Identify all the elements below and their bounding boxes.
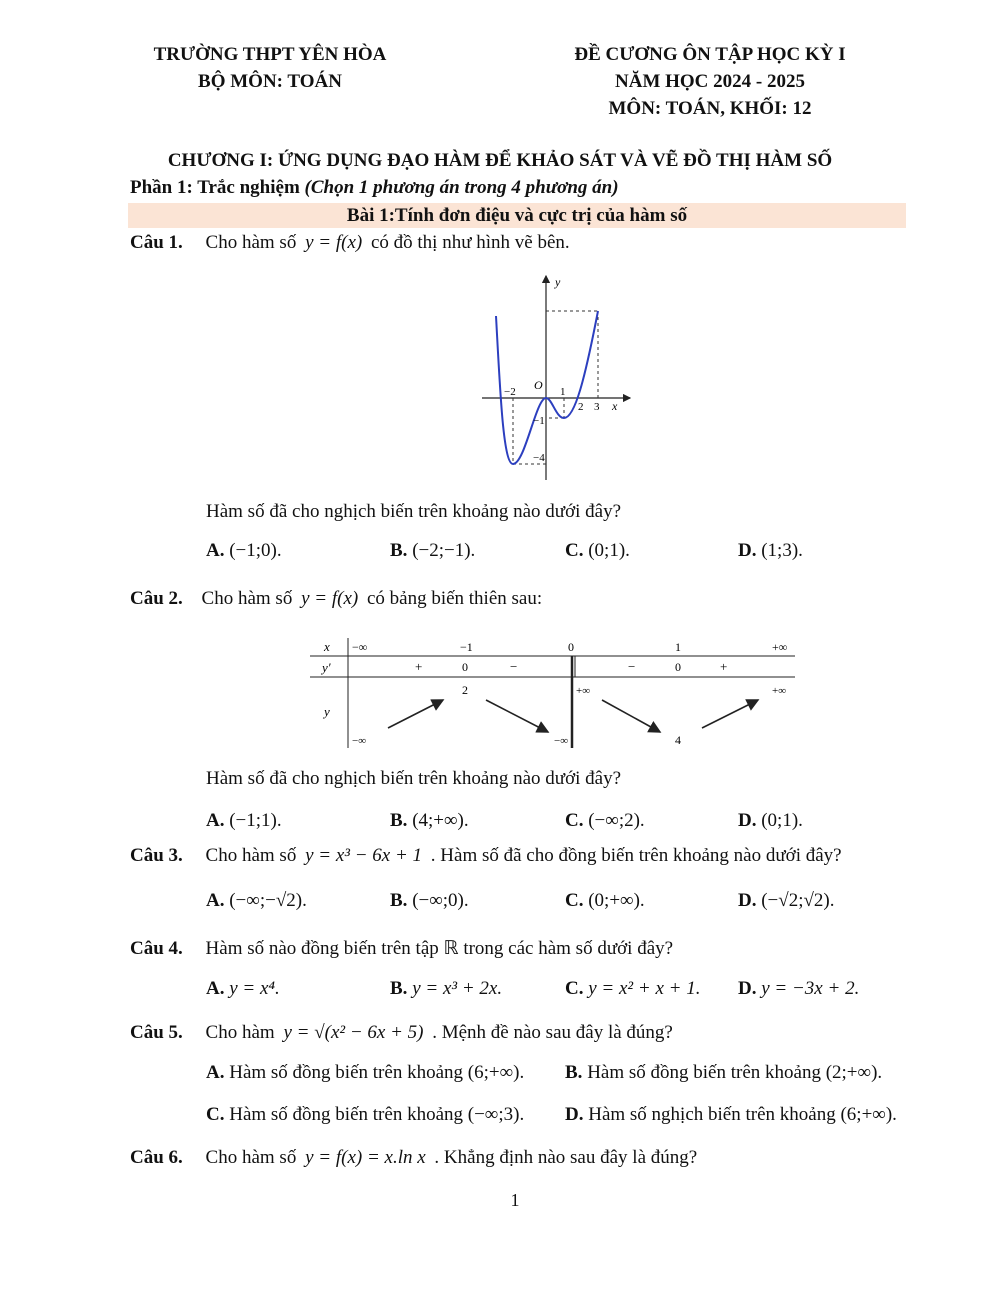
- option-text: (1;3).: [761, 540, 803, 561]
- option-text: (−2;−1).: [412, 540, 476, 561]
- question-2: [130, 588, 542, 610]
- question-label: Câu 2.: [130, 588, 183, 609]
- option-b[interactable]: [390, 810, 469, 832]
- lesson-banner: Bài 1:Tính đơn điệu và cực trị của hàm số: [128, 203, 906, 228]
- option-text: (−√2;√2).: [761, 890, 835, 911]
- option-letter: A.: [206, 890, 225, 911]
- subject: MÔN: TOÁN, KHỐI: 12: [608, 98, 812, 119]
- option-b[interactable]: [390, 540, 475, 562]
- formula: y = f(x): [305, 232, 363, 253]
- option-text: (0;+∞).: [588, 890, 645, 911]
- tick-label: −2: [504, 386, 516, 398]
- option-text: (−∞;−√2).: [229, 890, 307, 911]
- question-3: [130, 845, 842, 867]
- variation-table: [310, 636, 800, 752]
- option-letter: C.: [565, 540, 584, 561]
- option-letter: C.: [565, 978, 584, 999]
- y-row-label: y: [324, 704, 330, 719]
- option-text: (−∞;2).: [588, 810, 645, 831]
- option-d[interactable]: [738, 978, 859, 1000]
- formula: y = f(x): [301, 588, 359, 609]
- part-heading: [130, 177, 619, 199]
- option-text: (−∞;0).: [412, 890, 469, 911]
- option-letter: D.: [565, 1104, 584, 1125]
- tick-label: −4: [533, 452, 545, 464]
- tick-label: 2: [578, 401, 584, 413]
- question-1: [130, 232, 570, 254]
- chapter-title: CHƯƠNG I: ỨNG DỤNG ĐẠO HÀM ĐỂ KHẢO SÁT VÀ VẼ ĐỒ THỊ HÀM SỐ: [167, 150, 833, 171]
- option-b[interactable]: [565, 1062, 882, 1084]
- option-c[interactable]: [565, 810, 645, 832]
- option-d[interactable]: [738, 810, 803, 832]
- question-label: Câu 6.: [130, 1147, 183, 1168]
- option-text: Hàm số đồng biến trên khoảng (−∞;3).: [229, 1104, 525, 1125]
- formula: y = f(x) = x.ln x: [305, 1147, 426, 1168]
- tick-label: 1: [560, 386, 566, 398]
- question-2-prompt: Hàm số đã cho nghịch biến trên khoảng nào dưới đây?: [206, 768, 622, 789]
- y-value: −∞: [352, 735, 367, 747]
- sign: 0: [675, 660, 681, 674]
- option-text: (0;1).: [588, 540, 630, 561]
- y-value: −∞: [554, 735, 569, 747]
- question-text: Cho hàm: [205, 1022, 275, 1043]
- option-d[interactable]: [738, 540, 803, 562]
- question-text: Hàm số nào đồng biến trên tập ℝ trong các hàm số dưới đây?: [205, 938, 674, 959]
- option-text: Hàm số đồng biến trên khoảng (2;+∞).: [587, 1062, 883, 1083]
- option-letter: D.: [738, 810, 757, 831]
- part-label: Phần 1: Trắc nghiệm: [130, 177, 300, 198]
- derivative-row-label: y′: [322, 660, 331, 675]
- school-name: TRƯỜNG THPT YÊN HÒA: [153, 44, 387, 65]
- page-number: 1: [510, 1190, 520, 1210]
- option-c[interactable]: [565, 890, 645, 912]
- option-text: (0;1).: [761, 810, 803, 831]
- x-axis-label: x: [612, 399, 618, 413]
- option-a[interactable]: [206, 810, 282, 832]
- option-text: (4;+∞).: [412, 810, 469, 831]
- question-label: Câu 5.: [130, 1022, 183, 1043]
- x-row-label: x: [324, 639, 330, 654]
- option-letter: A.: [206, 810, 225, 831]
- document-title: ĐỀ CƯƠNG ÔN TẬP HỌC KỲ I: [574, 44, 846, 65]
- formula: y = √(x² − 6x + 5): [283, 1022, 424, 1043]
- x-tick: 1: [675, 640, 681, 654]
- tick-label: 3: [594, 401, 600, 413]
- school-year: NĂM HỌC 2024 - 2025: [615, 71, 805, 92]
- y-axis-label: y: [555, 275, 561, 289]
- option-text: y = x⁴.: [229, 978, 280, 999]
- question-1-prompt: Hàm số đã cho nghịch biến trên khoảng nào dưới đây?: [206, 501, 622, 522]
- x-tick: −1: [460, 640, 473, 654]
- option-letter: C.: [565, 890, 584, 911]
- option-letter: D.: [738, 890, 757, 911]
- question-text: Cho hàm số: [205, 232, 297, 253]
- option-b[interactable]: [390, 890, 469, 912]
- question-5: [130, 1022, 673, 1044]
- part-note: (Chọn 1 phương án trong 4 phương án): [304, 177, 619, 198]
- option-letter: B.: [565, 1062, 583, 1083]
- option-letter: A.: [206, 1062, 225, 1083]
- option-d[interactable]: [565, 1104, 897, 1126]
- question-text: Cho hàm số: [205, 845, 297, 866]
- option-a[interactable]: [206, 890, 307, 912]
- y-value: 4: [675, 733, 681, 747]
- department: BỘ MÔN: TOÁN: [198, 71, 342, 92]
- option-c[interactable]: [565, 978, 700, 1000]
- option-a[interactable]: [206, 540, 282, 562]
- formula: y = x³ − 6x + 1: [305, 845, 423, 866]
- question-text: . Khẳng định nào sau đây là đúng?: [434, 1147, 698, 1168]
- option-d[interactable]: [738, 890, 835, 912]
- sign: −: [510, 659, 518, 674]
- option-text: y = x² + x + 1.: [588, 978, 701, 999]
- option-a[interactable]: [206, 978, 280, 1000]
- y-value: 2: [462, 683, 468, 697]
- sign: −: [628, 659, 636, 674]
- option-letter: B.: [390, 890, 408, 911]
- option-c[interactable]: [565, 540, 630, 562]
- option-letter: D.: [738, 978, 757, 999]
- question-text: có đồ thị như hình vẽ bên.: [370, 232, 570, 253]
- origin-label: O: [534, 378, 543, 392]
- sign: +: [415, 659, 423, 674]
- option-letter: B.: [390, 810, 408, 831]
- x-tick: 0: [568, 640, 574, 654]
- question-label: Câu 1.: [130, 232, 183, 253]
- option-a[interactable]: [206, 1062, 524, 1084]
- option-letter: A.: [206, 978, 225, 999]
- question-text: có bảng biến thiên sau:: [366, 588, 543, 609]
- question-text: . Mệnh đề nào sau đây là đúng?: [432, 1022, 673, 1043]
- option-text: y = x³ + 2x.: [412, 978, 503, 999]
- option-letter: B.: [390, 540, 408, 561]
- question-4: [130, 937, 673, 960]
- option-b[interactable]: [390, 978, 502, 1000]
- question-text: . Hàm số đã cho đồng biến trên khoảng nào dưới đây?: [430, 845, 842, 866]
- option-letter: B.: [390, 978, 408, 999]
- option-text: Hàm số đồng biến trên khoảng (6;+∞).: [229, 1062, 525, 1083]
- sign: +: [720, 659, 728, 674]
- question-text: Cho hàm số: [201, 588, 293, 609]
- x-tick: −∞: [352, 640, 368, 654]
- option-letter: D.: [738, 540, 757, 561]
- y-value: +∞: [576, 685, 591, 697]
- question-label: Câu 3.: [130, 845, 183, 866]
- option-text: y = −3x + 2.: [761, 978, 860, 999]
- sign: 0: [462, 660, 468, 674]
- option-letter: C.: [565, 810, 584, 831]
- option-text: (−1;0).: [229, 540, 282, 561]
- question-6: [130, 1147, 697, 1169]
- option-c[interactable]: [206, 1104, 524, 1126]
- x-tick: +∞: [772, 640, 788, 654]
- question-text: Cho hàm số: [205, 1147, 297, 1168]
- question-label: Câu 4.: [130, 938, 183, 959]
- function-graph: [470, 268, 640, 488]
- y-value: +∞: [772, 685, 787, 697]
- tick-label: −1: [533, 415, 545, 427]
- option-text: Hàm số nghịch biến trên khoảng (6;+∞).: [588, 1104, 897, 1125]
- option-letter: A.: [206, 540, 225, 561]
- option-letter: C.: [206, 1104, 225, 1125]
- option-text: (−1;1).: [229, 810, 282, 831]
